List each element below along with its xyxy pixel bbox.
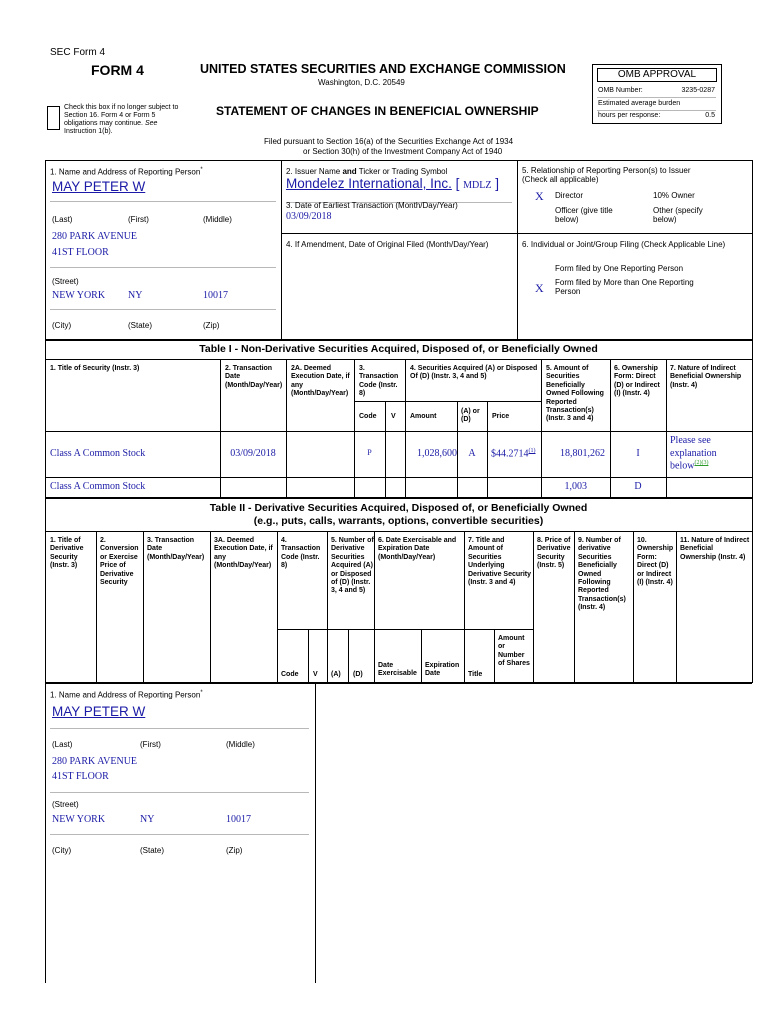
- t2-subheader-expiration: Expiration Date: [425, 662, 460, 678]
- issuer-line: Mondelez International, Inc. [ MDLZ ]: [286, 176, 500, 191]
- first-label: (First): [128, 215, 149, 224]
- filed-pursuant-line1: Filed pursuant to Section 16(a) of the Securities Exchange Act of 1934: [264, 137, 514, 146]
- street-line2: 41ST FLOOR: [52, 247, 109, 258]
- city-value-2: NEW YORK: [52, 814, 106, 825]
- t2-header-price: 8. Price of Derivative Security (Instr. 5): [537, 537, 571, 570]
- zip-label: (Zip): [203, 321, 220, 330]
- table-row-nature: Please see explanation below$^{(2)(3)}$: [670, 435, 717, 472]
- omb-hours-value: 0.5: [705, 112, 715, 119]
- director-check[interactable]: X: [535, 189, 544, 203]
- t2-header-nature: 11. Nature of Indirect Beneficial Ownership (Instr. 4): [680, 537, 750, 561]
- state-value: NY: [128, 290, 143, 301]
- officer-label: Officer (give title below): [555, 206, 613, 225]
- t1-subheader-v: V: [391, 413, 396, 420]
- box6-label: 6. Individual or Joint/Group Filing (Check Applicable Line): [522, 240, 726, 249]
- box3-label: 3. Date of Earliest Transaction (Month/Day/Year): [286, 201, 458, 210]
- no-longer-subject-checkbox[interactable]: [47, 106, 60, 130]
- city-value: NEW YORK: [52, 290, 106, 301]
- reporting-person-name-2[interactable]: MAY PETER W: [52, 704, 146, 719]
- t2-header-derivative-owned: 9. Number of derivative Securities Beneficially Owned Following Reported Transaction(s) (Instr. 4): [578, 537, 626, 612]
- table-row-form: I: [636, 448, 640, 459]
- price-footnote[interactable]: (1): [528, 448, 536, 454]
- t2-header-code: 4. Transaction Code (Instr. 8): [281, 537, 321, 570]
- t1-subheader-aord: (A) or (D): [461, 408, 480, 424]
- t2-header-deemed: 3A. Deemed Execution Date, if any (Month/Day/Year): [214, 537, 273, 570]
- filed-pursuant-line2: or Section 30(h) of the Investment Company Act of 1940: [303, 147, 503, 156]
- t2-header-number: 5. Number of Derivative Securities Acquired (A) or Disposed of (D) (Instr. 3, 4 and 5): [331, 537, 374, 595]
- t2-subheader-a: (A): [331, 671, 341, 678]
- box5-label: 5. Relationship of Reporting Person(s) to Issuer (Check all applicable): [522, 166, 691, 185]
- t2-header-date: 3. Transaction Date (Month/Day/Year): [147, 537, 205, 561]
- agency-city: Washington, D.C. 20549: [318, 78, 405, 87]
- t1-header-owned: 5. Amount of Securities Beneficially Owned Following Reported Transaction(s) (Instr. 3 and 4): [546, 365, 604, 423]
- city-label: (City): [52, 321, 72, 330]
- zip-value: 10017: [203, 290, 228, 301]
- table-row-owned: 18,801,262: [560, 448, 605, 459]
- table-row-price: $44.2714$^{(1)}$: [491, 448, 536, 460]
- t2-subheader-code: Code: [281, 671, 299, 678]
- middle-label: (Middle): [203, 215, 232, 224]
- t2-header-form: 10. Ownership Form: Direct (D) or Indirect (I) (Instr. 4): [637, 537, 674, 586]
- zip-label-2: (Zip): [226, 846, 243, 855]
- other-label: Other (specify below): [653, 206, 703, 225]
- street-line1-2: 280 PARK AVENUE: [52, 756, 138, 767]
- statement-title: STATEMENT OF CHANGES IN BENEFICIAL OWNERSHIP: [216, 104, 539, 118]
- street-line1: 280 PARK AVENUE: [52, 231, 138, 242]
- state-label-2: (State): [140, 846, 165, 855]
- t1-header-title: 1. Title of Security (Instr. 3): [50, 365, 140, 372]
- table-row-amount: 1,028,600: [417, 448, 457, 459]
- street-label-2: (Street): [52, 800, 79, 809]
- nature-footnote[interactable]: (2)(3): [694, 460, 709, 466]
- omb-burden-label: Estimated average burden: [598, 100, 681, 107]
- t2-header-conversion: 2. Conversion or Exercise Price of Derivative Security: [100, 537, 139, 586]
- one-person-label: Form filed by One Reporting Person: [555, 264, 684, 273]
- sec-form-label: SEC Form 4: [50, 47, 106, 58]
- table-row-title: Class A Common Stock: [50, 481, 146, 492]
- reporting-person-name[interactable]: MAY PETER W: [52, 179, 146, 194]
- t2-subheader-amount-shares: Amount or Number of Shares: [498, 635, 530, 668]
- t1-header-code: 3. Transaction Code (Instr. 8): [359, 365, 399, 398]
- street-line2-2: 41ST FLOOR: [52, 771, 109, 782]
- director-label: Director: [555, 191, 584, 200]
- table-row-date: 03/09/2018: [230, 448, 276, 459]
- table2-title: Table II - Derivative Securities Acquired, Disposed of, or Beneficially Owned: [209, 502, 588, 514]
- omb-number-value: 3235-0287: [681, 87, 715, 94]
- t1-header-form: 6. Ownership Form: Direct (D) or Indirect (I) (Instr. 4): [614, 365, 660, 398]
- state-label: (State): [128, 321, 153, 330]
- last-label: (Last): [52, 215, 73, 224]
- issuer-name[interactable]: Mondelez International, Inc.: [286, 176, 452, 191]
- t2-subheader-date-exercisable: Date Exercisable: [378, 662, 417, 678]
- t2-subheader-d: (D): [353, 671, 363, 678]
- table-row-form: D: [634, 481, 642, 492]
- table-row-title: Class A Common Stock: [50, 448, 146, 459]
- first-label-2: (First): [140, 740, 161, 749]
- omb-title: OMB APPROVAL: [597, 68, 717, 82]
- table-row-code: P: [367, 448, 372, 457]
- checkbox-instructions: Check this box if no longer subject to Section 16. Form 4 or Form 5 obligations may continue. See Instruction 1(b).: [64, 104, 179, 136]
- t1-header-acquired: 4. Securities Acquired (A) or Disposed Of (D) (Instr. 3, 4 and 5): [410, 365, 538, 381]
- ticker-symbol: MDLZ: [463, 180, 492, 191]
- t2-subheader-v: V: [313, 671, 318, 678]
- middle-label-2: (Middle): [226, 740, 255, 749]
- state-value-2: NY: [140, 814, 155, 825]
- earliest-transaction-date: 03/09/2018: [286, 211, 332, 222]
- omb-approval-box: [592, 64, 722, 124]
- street-label: (Street): [52, 277, 79, 286]
- box1-label: 1. Name and Address of Reporting Person*: [50, 167, 203, 177]
- omb-hours-label: hours per response:: [598, 112, 661, 119]
- table-row-aord: A: [468, 448, 476, 459]
- t1-subheader-amount: Amount: [410, 413, 437, 420]
- table1-title: Table I - Non-Derivative Securities Acquired, Disposed of, or Beneficially Owned: [199, 343, 598, 355]
- t2-subheader-title: Title: [468, 671, 483, 678]
- table-row-owned: 1,003: [564, 481, 587, 492]
- omb-number-label: OMB Number:: [598, 87, 643, 94]
- more-than-one-check[interactable]: X: [535, 281, 544, 295]
- t2-header-exercisable: 6. Date Exercisable and Expiration Date (Month/Day/Year): [378, 537, 457, 561]
- t2-header-underlying: 7. Title and Amount of Securities Underlying Derivative Security (Instr. 3 and 4): [468, 537, 532, 586]
- t2-header-title: 1. Title of Derivative Security (Instr. 3): [50, 537, 84, 570]
- t1-header-nature: 7. Nature of Indirect Beneficial Ownership (Instr. 4): [670, 365, 742, 389]
- form-title: FORM 4: [91, 62, 144, 78]
- box4-label: 4. If Amendment, Date of Original Filed (Month/Day/Year): [286, 240, 489, 249]
- bottom-box1-label: 1. Name and Address of Reporting Person*: [50, 690, 203, 700]
- last-label-2: (Last): [52, 740, 73, 749]
- city-label-2: (City): [52, 846, 72, 855]
- t1-header-date: 2. Transaction Date (Month/Day/Year): [225, 365, 283, 389]
- zip-value-2: 10017: [226, 814, 251, 825]
- more-than-one-label: Form filed by More than One Reporting Person: [555, 278, 694, 297]
- t1-subheader-code: Code: [359, 413, 377, 420]
- box2-label: 2. Issuer Name and Ticker or Trading Symbol: [286, 167, 448, 176]
- t1-subheader-price: Price: [492, 413, 510, 420]
- t1-header-deemed: 2A. Deemed Execution Date, if any (Month/Day/Year): [291, 365, 350, 398]
- table2-subtitle: (e.g., puts, calls, warrants, options, convertible securities): [253, 515, 544, 527]
- ten-percent-owner-label: 10% Owner: [653, 191, 695, 200]
- agency-name: UNITED STATES SECURITIES AND EXCHANGE COMMISSION: [200, 62, 566, 76]
